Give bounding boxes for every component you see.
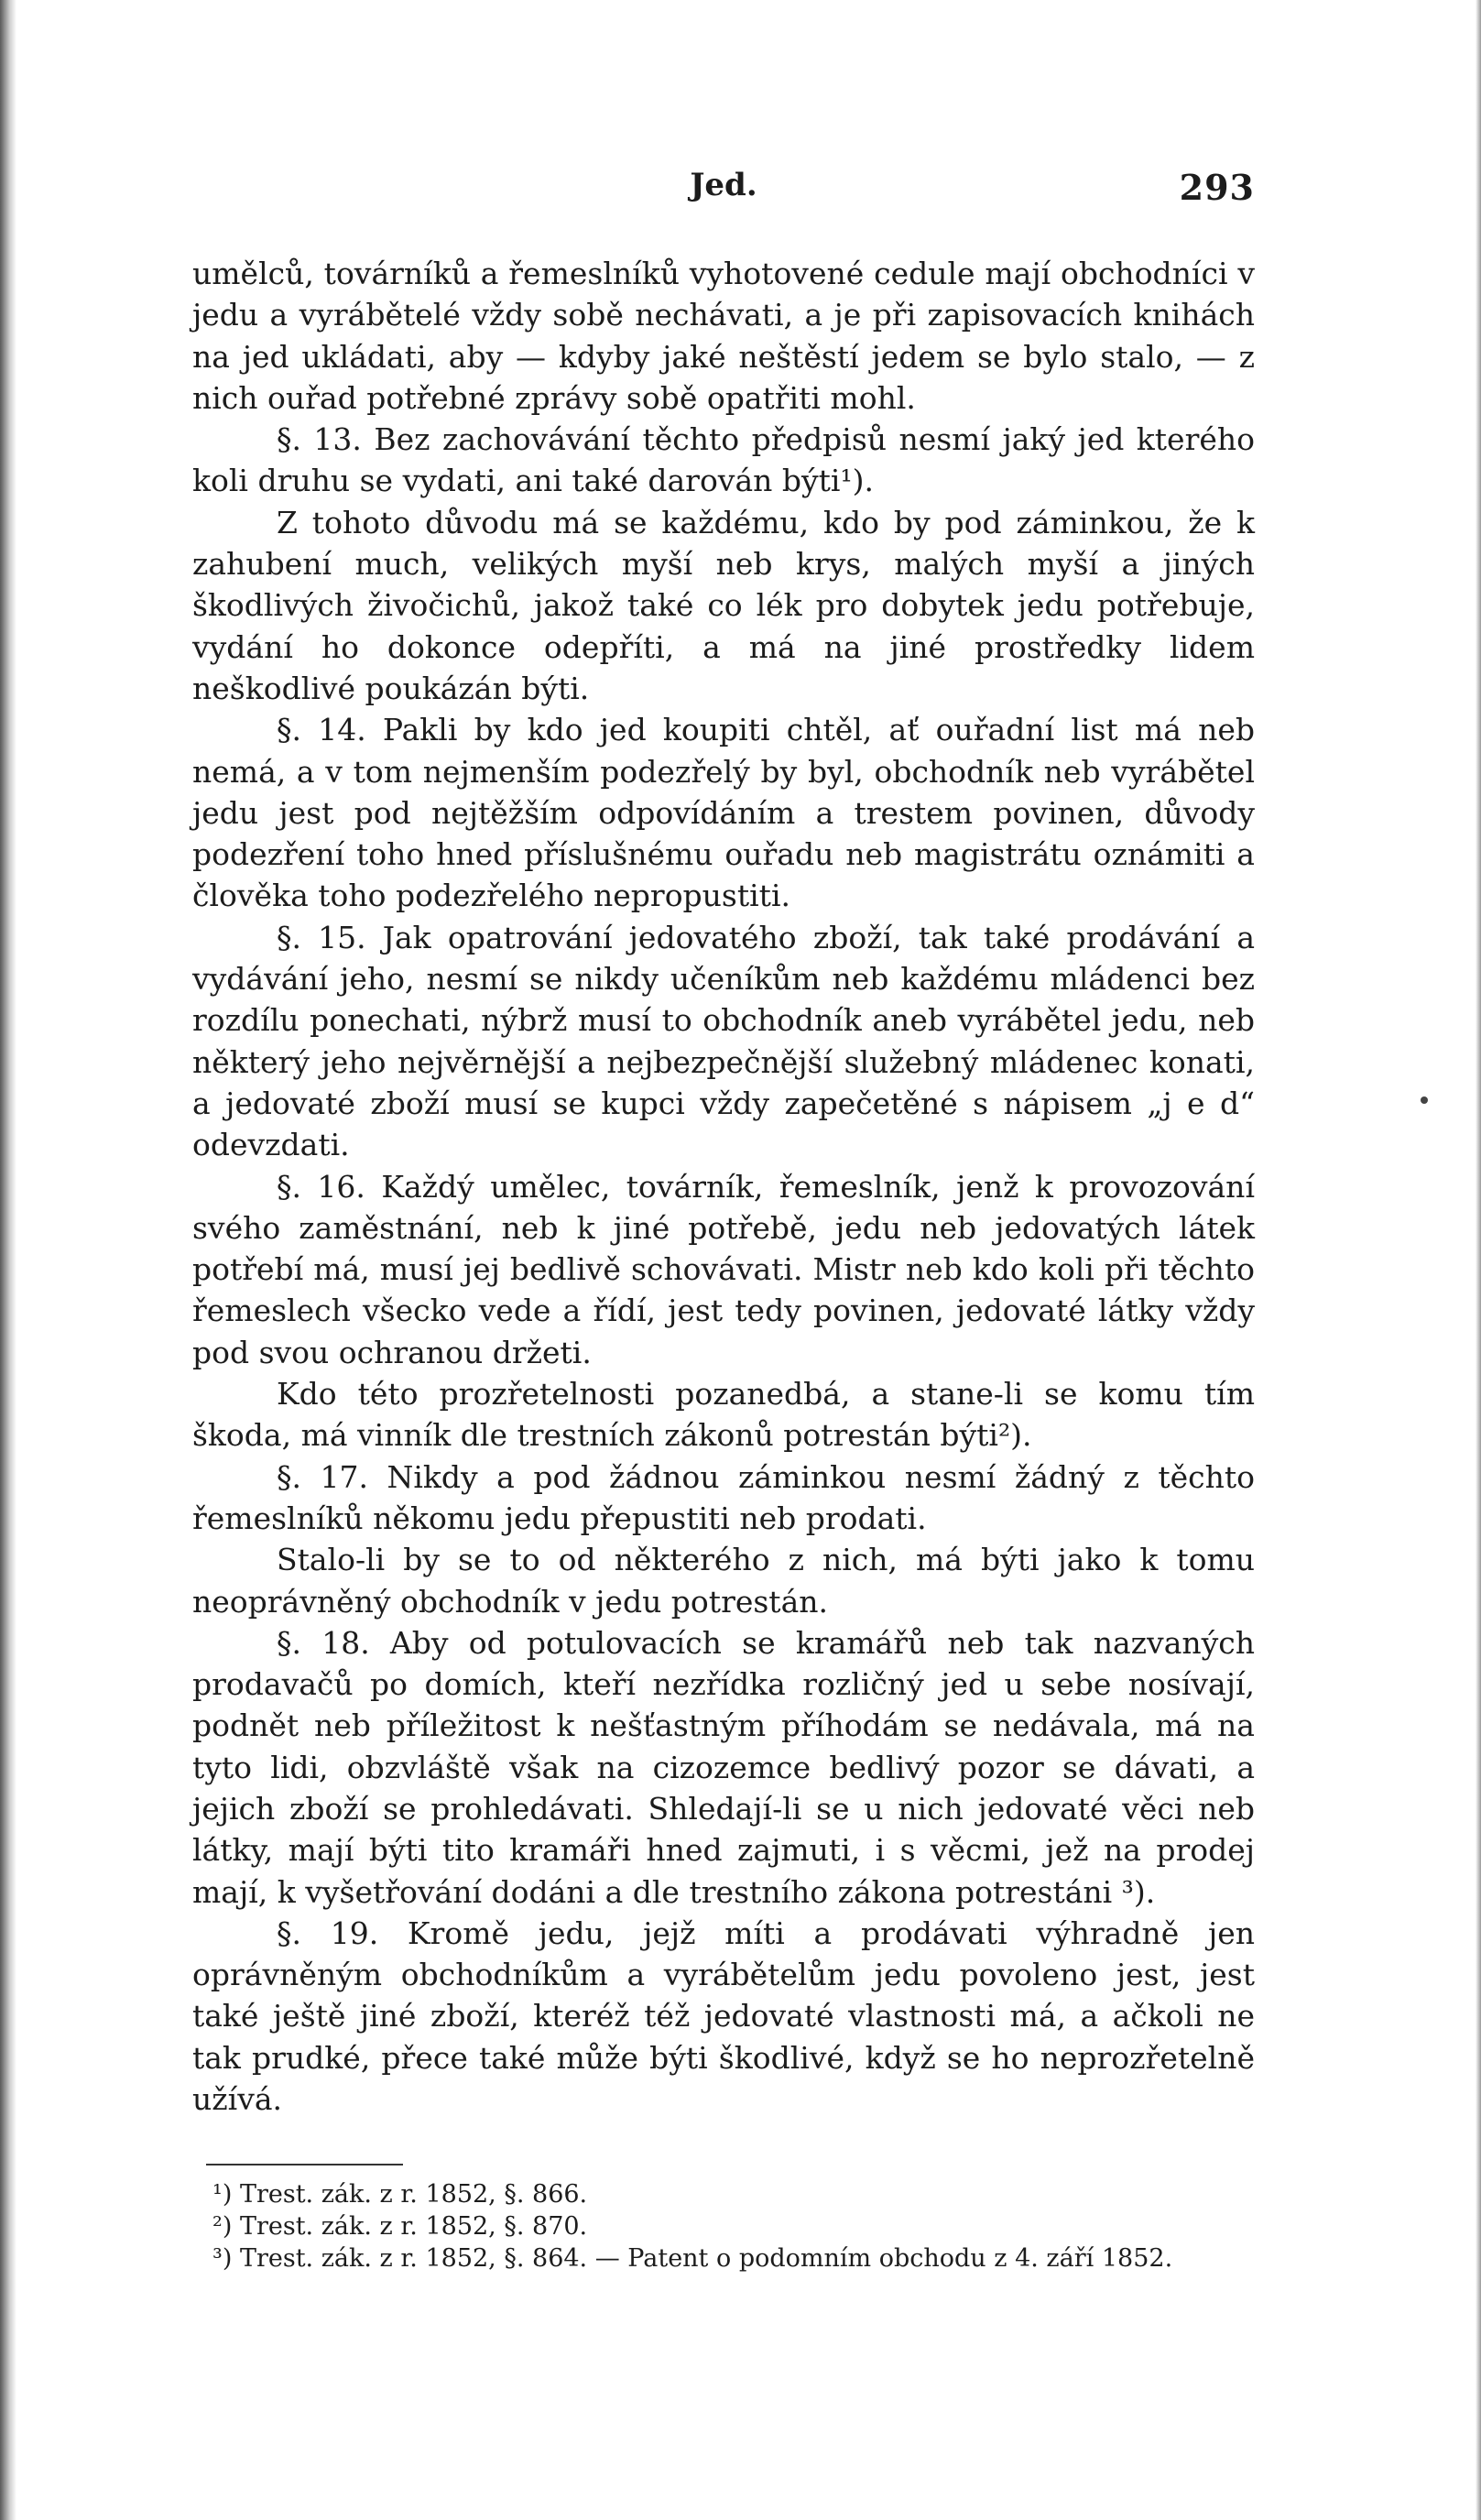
paragraph-continuation: umělců, továrníků a řemeslníků vyhotovené cedule mají obchodníci v jedu a vyrábětelé vždy sobě nechávati, a je při zapisovacích knihách na jed ukládati, aby — kdyby jaké neštěstí jedem se bylo stalo, — z nich ouřad potřebné zprávy sobě opatřiti mohl.: [192, 256, 1255, 416]
paragraph-section-13: §. 13. Bez zachovávání těchto předpisů nesmí jaký jed kterého koli druhu se vydati, ani také darován býti¹).: [192, 421, 1255, 499]
paragraph: Z tohoto důvodu má se každému, kdo by pod záminkou, že k zahubení much, velikých myší neb krys, malých myší a jiných škodlivých živočichů, jakož také co lék pro dobytek jedu potřebuje, vydání ho dokonce odepříti, a má na jiné prostředky lidem neškodlivé poukázán býti.: [192, 504, 1255, 706]
paragraph-section-19: §. 19. Kromě jedu, jejž míti a prodávati výhradně jen oprávněným obchodníkům a vyrábětelům jedu povoleno jest, jest také ještě jiné zboží, kteréž též jedovaté vlastnosti má, a ačkoli ne tak prudké, přece také může býti škodlivé, když se ho neprozřetelně užívá.: [192, 1915, 1255, 2118]
paragraph-section-18: §. 18. Aby od potulovacích se kramářů neb tak nazvaných prodavačů po domích, kteří nezřídka rozličný jed u sebe nosívají, podnět neb příležitost k nešťastným příhodám se nedávala, má na tyto lidi, obzvláště však na cizozemce bedlivý pozor se dávati, a jejich zboží se prohledávati. Shledají-li se u nich jedovaté věci neb látky, mají býti tito kramáři hned zajmuti, i s věcmi, jež na prodej mají, k vyšetřování dodáni a dle trestního zákona potrestáni ³).: [192, 1624, 1255, 1910]
running-title: Jed.: [690, 167, 757, 203]
footnote-1: ¹) Trest. zák. z r. 1852, §. 866.: [212, 2180, 588, 2209]
page-edge-right: [1476, 0, 1481, 2520]
paragraph: Kdo této prozřetelnosti pozanedbá, a stane-li se komu tím škoda, má vinník dle trestních zákonů potrestán býti²).: [192, 1376, 1255, 1454]
footnote-separator: [206, 2164, 403, 2165]
paragraph-section-14: §. 14. Pakli by kdo jed koupiti chtěl, ať ouřadní list má neb nemá, a v tom nejmenším podezřelý by byl, obchodník neb vyrábětel jedu jest pod nejtěžším odpovídáním a trestem povinen, důvody podezření toho hned příslušnému ouřadu neb magistrátu oznámiti a člověka toho podezřelého nepropustiti.: [192, 712, 1255, 914]
body-text: [192, 253, 1255, 2120]
footnotes: [212, 2178, 1257, 2275]
ink-speck: [1421, 1096, 1428, 1104]
page-number: 293: [1179, 167, 1255, 208]
paragraph-section-16: §. 16. Každý umělec, továrník, řemeslník, jenž k provozování svého zaměstnání, neb k jiné potřebě, jedu neb jedovatých látek potřebí má, musí jej bedlivě schovávati. Mistr neb kdo koli při těchto řemeslech všecko vede a řídí, jest tedy povinen, jedovaté látky vždy pod svou ochranou držeti.: [192, 1168, 1255, 1370]
paragraph-section-17: §. 17. Nikdy a pod žádnou záminkou nesmí žádný z těchto řemeslníků někomu jedu přepustiti neb prodati.: [192, 1458, 1255, 1536]
page-edge-left: [0, 0, 16, 2520]
paragraph: Stalo-li by se to od některého z nich, má býti jako k tomu neoprávněný obchodník v jedu potrestán.: [192, 1542, 1255, 1620]
running-head: [192, 167, 1255, 222]
paragraph-section-15: §. 15. Jak opatrování jedovatého zboží, tak také prodávání a vydávání jeho, nesmí se nikdy učeníkům neb každému mládenci bez rozdílu ponechati, nýbrž musí to obchodník aneb vyrábětel jedu, neb některý jeho nejvěrnější a nejbezpečnější služebný mládenec konati, a jedovaté zboží musí se kupci vždy zapečetěné s nápisem „j e d“ odevzdati.: [192, 919, 1255, 1163]
footnote-3: ³) Trest. zák. z r. 1852, §. 864. — Patent o podomním obchodu z 4. září 1852.: [212, 2244, 1173, 2273]
footnote-2: ²) Trest. zák. z r. 1852, §. 870.: [212, 2212, 588, 2241]
